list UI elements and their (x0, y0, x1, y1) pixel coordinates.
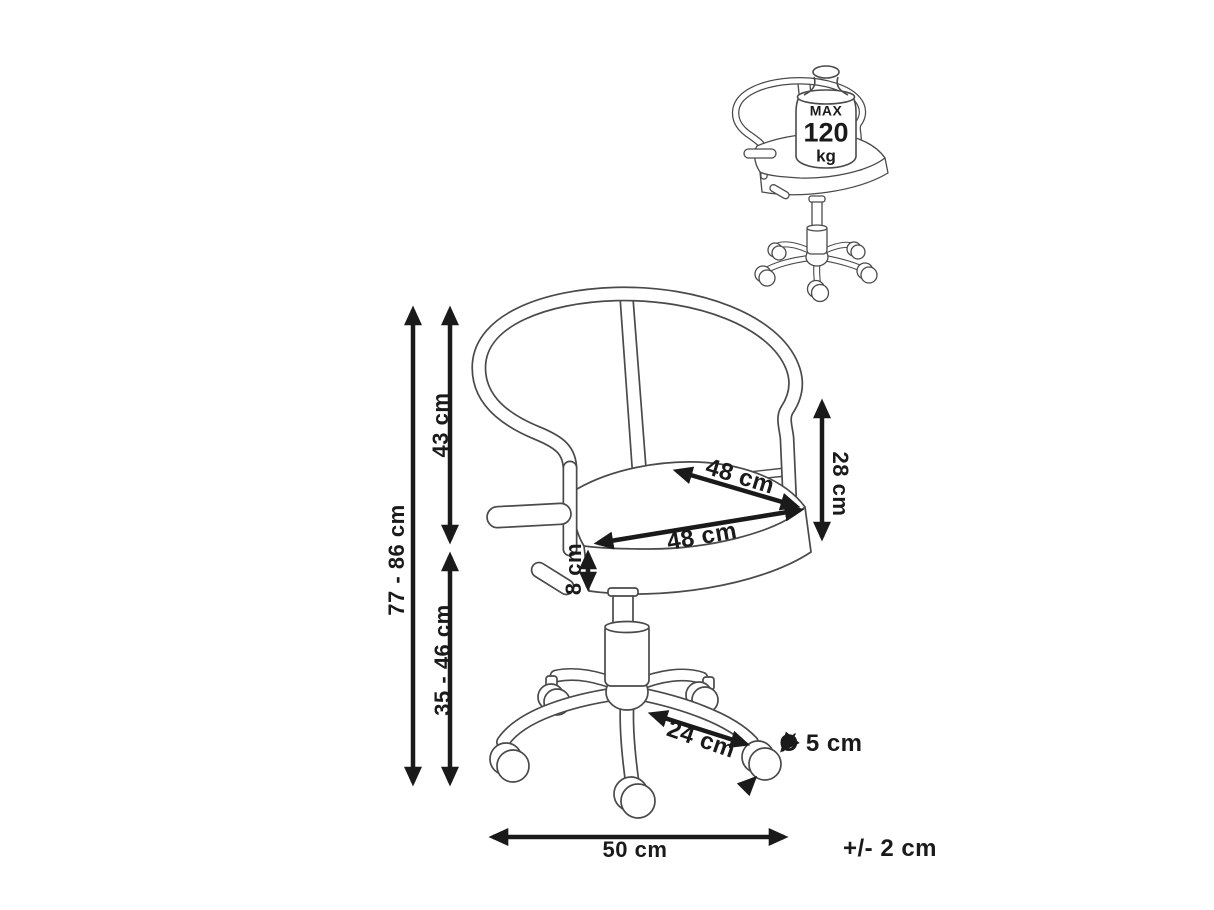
label-seat-thickness: 8 cm (561, 542, 586, 596)
max-load-word: MAX (809, 102, 843, 119)
main-chair-drawing (479, 294, 811, 818)
label-caster-diameter: Ø 5 cm (779, 730, 863, 757)
label-armrest-height: 28 cm (828, 451, 853, 517)
max-load-value: 120 (803, 117, 849, 148)
label-tolerance: +/- 2 cm (842, 835, 938, 862)
label-seat-height: 35 - 46 cm (430, 604, 455, 716)
arrow-caster-bottom (744, 779, 754, 789)
label-base-width: 50 cm (602, 837, 668, 862)
label-total-height: 77 - 86 cm (384, 504, 409, 616)
max-load-unit: kg (816, 146, 836, 166)
label-leg-length: 24 cm (663, 715, 739, 764)
caster-wheel (614, 777, 655, 818)
caster-wheel (490, 743, 529, 782)
label-backrest-height: 43 cm (428, 392, 453, 458)
label-seat-depth: 48 cm (702, 453, 778, 500)
label-seat-width: 48 cm (664, 517, 740, 556)
caster-wheel (742, 741, 781, 780)
max-load-label (803, 104, 848, 165)
